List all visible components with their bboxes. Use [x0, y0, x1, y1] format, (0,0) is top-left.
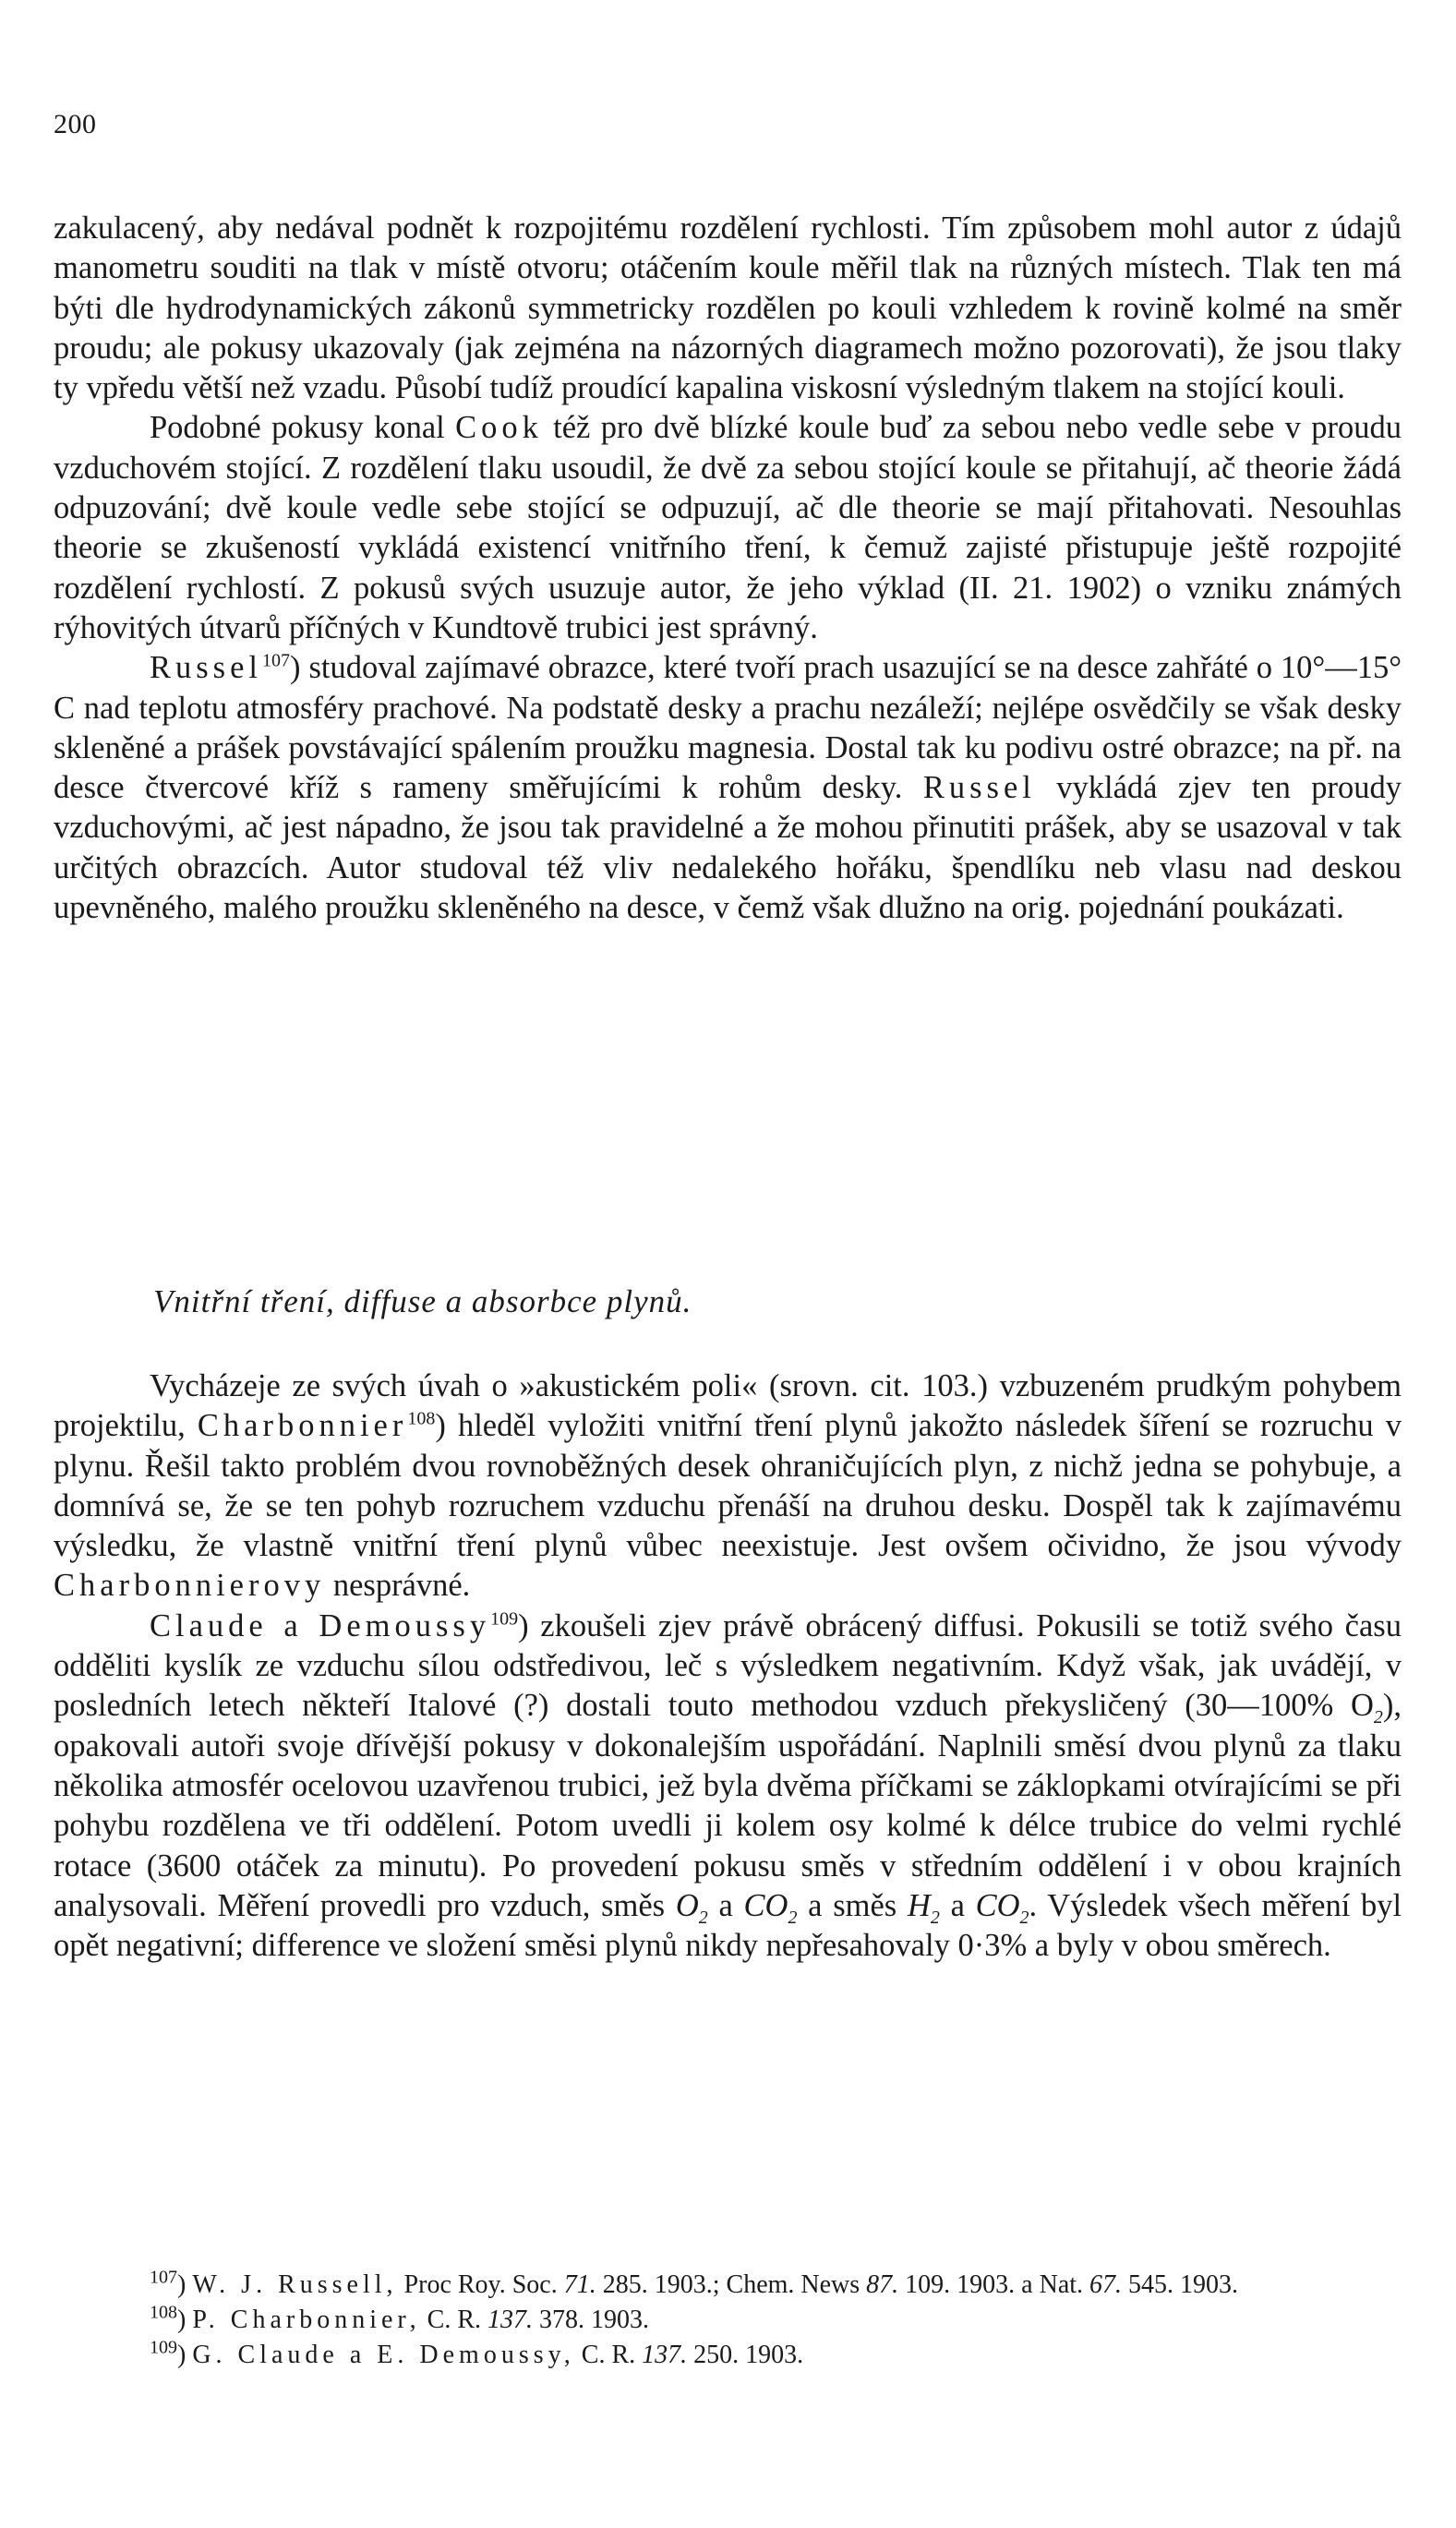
- p4-text-c: nesprávné.: [332, 1568, 471, 1604]
- sub-2d: 2: [1019, 1907, 1029, 1928]
- sub-2c: 2: [930, 1907, 940, 1928]
- section-2-text: [54, 1366, 1402, 1966]
- chem-o2: [675, 1887, 708, 1928]
- body-text: [54, 209, 1402, 928]
- chem-h: H: [907, 1887, 931, 1923]
- paragraph-5: Claude a Demoussy$^{109}$) zkoušeli zjev právě obrácený diffusi. Pokusili se totiž svého času odděliti kyslík ze vzduchu sílou odstředivou, leč s výsledkem negativním. Když však, jak uvádějí, v posledních letech někteří Italové (?) dostali touto methodou vzduch překysličený (30—100% $O_2$), opakovali autoři svoje dřívější pokusy v dokonalejším uspořádání. Naplnili směsí dvou plynů za tlaku několika atmosfér ocelovou uzavřenou trubici, jež byla dvěma příčkami se záklopkami otvírajícími se při pohybu rozdělena ve tři oddělení. Potom uvedli ji kolem osy kolmé k délce trubice do velmi rychlé rotace (3600 otáček za minutu). Po provedení pokusu směs v středním oddělení i v obou krajních analysovali. Měření provedli pro vzduch, směs $O_2$ a $CO_2$ a směs $H_2$ a $CO_2$. Výsledek všech měření byl opět negativní; difference ve složení směsi plynů nikdy nepřesahovaly 0·3% a byly v obou směrech.: [54, 1607, 1402, 1964]
- p5-text-c: a: [718, 1887, 733, 1923]
- p4-text-a: Vycházeje ze svých úvah o »akustickém poli« (srovn. cit. 103.) vzbuzeném prudkým pohybem projektilu,: [54, 1368, 1402, 1444]
- footnote-107: $^{107}$) W. J. Russell, Proc Roy. Soc. 71. 285. 1903.; Chem. News 87. 109. 1903. a Nat. 67. 545. 1903.: [150, 2267, 1239, 2299]
- fn-rest: 285. 1903.; Chem. News: [602, 2270, 860, 2299]
- fn-vol: 137.: [487, 2305, 533, 2334]
- fn-journal: C. R.: [581, 2341, 636, 2369]
- fn-journal: Proc Roy. Soc.: [403, 2270, 558, 2299]
- p5-text-a: zkoušeli zjev právě obrácený diffusi. Pokusili se totiž svého času odděliti kyslík ze vzduchu sílou odstředivou, leč s výsledkem negativním. Když však, jak uvádějí, v posledních letech někteří Italové (?) dostali touto methodou vzduch překysličený (30—100% O: [54, 1607, 1402, 1724]
- p5-text-f: . Výsledek všech měření byl opět negativní; difference ve složení směsi plynů nikdy nepřesahovaly 0·3% a byly v obou směrech.: [54, 1887, 1402, 1964]
- author-charbonnier: Charbonnier: [197, 1408, 408, 1444]
- author-russel: Russel: [150, 650, 263, 686]
- p4-text-b: hleděl vyložiti vnitřní tření plynů jakožto následek šíření se rozruchu v plynu. Řešil takto problém dvou rovnoběžných desek ohraničujících plyn, z nichž jedna se pohybuje, a domnívá se, že se ten pohyb rozruchem vzduchu přenáší na druhou desku. Dospěl tak k zajímavému výsledku, že vlastně vnitřní tření plynů vůbec neexistuje. Jest ovšem očividno, že jsou vývody: [54, 1408, 1402, 1564]
- fn-author-claude: G. Claude a E. Demoussy,: [192, 2341, 575, 2369]
- ref-109: 109: [490, 1608, 519, 1630]
- fn-rest: 378. 1903.: [539, 2305, 649, 2334]
- fn-vol: 137.: [642, 2341, 688, 2369]
- chem-co-b: CO: [975, 1887, 1020, 1923]
- footnote-108: $^{108}$) P. Charbonnier, C. R. 137. 378. 1903.: [150, 2302, 649, 2334]
- fn-vol2: 87.: [866, 2270, 899, 2299]
- ref-108: 108: [407, 1408, 436, 1429]
- chem-co2: [743, 1887, 798, 1928]
- p5-text-d: a směs: [808, 1887, 897, 1923]
- subscript-2: 2: [1373, 1707, 1383, 1728]
- fn-rest2: 109. 1903. a Nat.: [905, 2270, 1084, 2299]
- footnotes: [54, 2268, 1402, 2373]
- sub-2a: 2: [698, 1907, 708, 1928]
- ref-107: 107: [262, 650, 291, 671]
- fn-rest3: 545. 1903.: [1128, 2270, 1239, 2299]
- p3-text-b: vykládá zjev ten proudy vzduchovými, ač jest nápadno, že jsou tak pravidelné a že mohou přinutiti prášek, aby se usazoval v tak určitých obrazcích. Autor studoval též vliv nedalekého hořáku, špendlíku neb vlasu nad deskou upevněného, malého proužku skleněného na desce, v čemž však dlužno na orig. pojednání poukázati.: [54, 770, 1402, 926]
- author-russel-2: Russel: [922, 770, 1036, 806]
- author-charbonnier-2: Charbonnierovy: [54, 1568, 326, 1604]
- fn-ref-107: 107: [150, 2267, 177, 2288]
- p3-text-a: studoval zajímavé obrazce, které tvoří prach usazující se na desce zahřáté o 10°—15° C nad teplotu atmosféry prachové. Na podstatě desky a prachu nezáleží; nejlépe osvědčily se však desky skleněné a prášek povstávající spálením proužku magnesia. Dostal tak ku podivu ostré obrazce; na př. na desce čtvercové kříž s rameny směřujícími k rohům desky.: [54, 650, 1402, 806]
- sub-2b: 2: [788, 1907, 798, 1928]
- chem-o: O: [675, 1887, 699, 1923]
- chem-co2-b: [975, 1887, 1029, 1928]
- p5-text-b: ), opakovali autoři svoje dřívější pokusy v dokonalejším uspořádání. Naplnili směsí dvou plynů za tlaku několika atmosfér ocelovou uzavřenou trubici, jež byla dvěma příčkami se záklopkami otvírajícími se při pohybu rozdělena ve tři oddělení. Potom uvedli ji kolem osy kolmé k délce trubice do velmi rychlé rotace (3600 otáček za minutu). Po provedení pokusu směs v středním oddělení i v obou krajních analysovali. Měření provedli pro vzduch, směs: [54, 1688, 1402, 1923]
- fn-journal: C. R.: [427, 2305, 481, 2334]
- fn-ref-108: 108: [150, 2302, 177, 2323]
- chem-co: CO: [743, 1887, 788, 1923]
- footnote-109: $^{109}$) G. Claude a E. Demoussy, C. R. 137. 250. 1903.: [150, 2337, 804, 2369]
- fn-author-charbonnier: P. Charbonnier,: [192, 2305, 421, 2334]
- fn-author-russell: W. J. Russell,: [192, 2270, 398, 2299]
- paragraph-2: [54, 408, 1402, 648]
- fn-rest: 250. 1903.: [693, 2341, 804, 2369]
- authors-claude-demoussy: Claude a Demoussy: [150, 1607, 491, 1643]
- paragraph-3: Russel$^{107}$) studoval zajímavé obrazce, které tvoří prach usazující se na desce zahřáté o 10°—15° C nad teplotu atmosféry prachové. Na podstatě desky a prachu nezáleží; nejlépe osvědčily se však desky skleněné a prášek povstávající spálením proužku magnesia. Dostal tak ku podivu ostré obrazce; na př. na desce čtvercové kříž s rameny směřujícími k rohům desky. Russel vykládá zjev ten proudy vzduchovými, ač jest nápadno, že jsou tak pravidelné a že mohou přinutiti prášek, aby se usazoval v tak určitých obrazcích. Autor studoval též vliv nedalekého hořáku, špendlíku neb vlasu nad deskou upevněného, malého proužku skleněného na desce, v čemž však dlužno na orig. pojednání poukázati.: [54, 650, 1402, 926]
- fn-ref-109: 109: [150, 2337, 177, 2358]
- page-number: 200: [54, 109, 97, 139]
- author-cook: Cook: [455, 410, 543, 446]
- paragraph-1: zakulacený, aby nedával podnět k rozpojitému rozdělení rychlosti. Tím způsobem mohl autor z údajů manometru souditi na tlak v místě otvoru; otáčením koule měřil tlak na různých místech. Tlak ten má býti dle hydrodynamických zákonů symmetricky rozdělen po kouli vzhledem k rovině kolmé na směr proudu; ale pokusy ukazovaly (jak zejména na názorných diagramech možno pozorovati), že jsou tlaky ty vpředu větší než vzadu. Působí tudíž proudící kapalina viskosní výsledným tlakem na stojící kouli.: [54, 211, 1402, 406]
- fn-vol: 71.: [563, 2270, 596, 2299]
- p2-rest: též pro dvě blízké koule buď za sebou nebo vedle sebe v proudu vzduchovém stojící. Z rozdělení tlaku usoudil, že dvě za sebou stojící koule se přitahují, ač theorie žádá odpuzování; dvě koule vedle sebe stojící se odpuzují, ač dle theorie se mají přitahovati. Nesouhlas theorie se zkušeností vykládá existencí vnitřního tření, k čemuž zajisté přistupuje ještě rozpojité rozdělení rychlostí. Z pokusů svých usuzuje autor, že jeho výklad (II. 21. 1902) o vzniku známých rýhovitých útvarů příčných v Kundtově trubici jest správný.: [54, 410, 1402, 645]
- section-heading: Vnitřní tření, diffuse a absorbce plynů.: [153, 1283, 692, 1319]
- fn-vol3: 67.: [1089, 2270, 1123, 2299]
- p5-text-e: a: [950, 1887, 965, 1923]
- p2-start: Podobné pokusy konal: [150, 410, 445, 446]
- paragraph-4: Vycházeje ze svých úvah o »akustickém poli« (srovn. cit. 103.) vzbuzeném prudkým pohybem projektilu, Charbonnier$^{108}$) hleděl vyložiti vnitřní tření plynů jakožto následek šíření se rozruchu v plynu. Řešil takto problém dvou rovnoběžných desek ohraničujících plyn, z nichž jedna se pohybuje, a domnívá se, že se ten pohyb rozruchem vzduchu přenáší na druhou desku. Dospěl tak k zajímavému výsledku, že vlastně vnitřní tření plynů vůbec neexistuje. Jest ovšem očividno, že jsou vývody Charbonnierovy nesprávné.: [54, 1368, 1402, 1604]
- chem-h2: [907, 1887, 940, 1928]
